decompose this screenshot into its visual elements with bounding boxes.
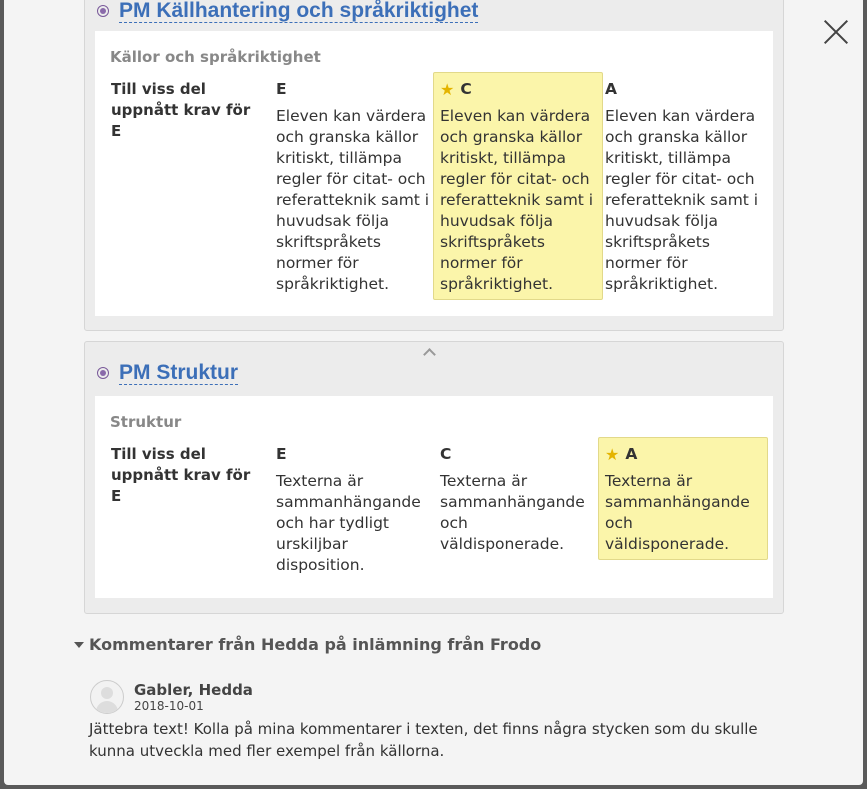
level-text: Eleven kan värdera och granska källor kritiskt, tillämpa regler för citat- och referatteknik samt i huvudsak följa skriftspråkets normer för språkriktighet. [605, 107, 759, 293]
achieved-label: Till viss del uppnått krav för E [111, 445, 251, 505]
comments-toggle[interactable] [74, 635, 541, 654]
level-text: Texterna är sammanhängande och väldisponerade. [605, 472, 750, 553]
level-a-selected[interactable] [598, 437, 768, 560]
criterion-title-link[interactable]: PM Källhantering och språkriktighet [119, 0, 479, 22]
level-e[interactable] [269, 72, 439, 300]
comment-author: Gabler, Hedda [134, 681, 253, 699]
grade-label: A [625, 445, 638, 463]
criterion-body [95, 396, 773, 598]
criterion-header [97, 361, 238, 385]
level-a[interactable] [598, 72, 768, 300]
level-text: Texterna är sammanhängande och har tydligt urskiljbar disposition. [276, 472, 421, 574]
level-text: Eleven kan värdera och granska källor kritiskt, tillämpa regler för citat- och referatteknik samt i huvudsak följa skriftspråkets normer för språkriktighet. [440, 107, 594, 293]
level-text: Texterna är sammanhängande och väldisponerade. [440, 472, 585, 553]
grade-label: E [276, 80, 287, 98]
star-icon: ★ [605, 445, 620, 464]
chevron-up-icon[interactable] [423, 346, 435, 358]
modal-dialog [4, 0, 863, 785]
level-c-selected[interactable] [433, 72, 603, 300]
grade-label: A [605, 80, 617, 98]
target-icon [97, 367, 109, 379]
comment-text: Jättebra text! Kolla på mina kommentarer i texten, det finns några stycken som du skulle kunna utveckla med fler exempel från källorna. [89, 720, 758, 760]
comments-heading: Kommentarer från Hedda på inlämning från Frodo [89, 635, 542, 654]
grade-label: C [460, 80, 472, 98]
level-e[interactable] [269, 437, 439, 581]
close-icon[interactable] [822, 18, 850, 46]
criterion-card-kallhantering [84, 0, 784, 331]
criterion-body [95, 31, 773, 316]
criterion-card-struktur [84, 341, 784, 614]
grade-label: C [440, 445, 452, 463]
comment-date: 2018-10-01 [134, 699, 204, 713]
level-c[interactable] [433, 437, 603, 560]
star-icon: ★ [440, 80, 455, 99]
grade-label: E [276, 445, 287, 463]
avatar-placeholder-icon [90, 680, 124, 714]
criterion-title-link[interactable]: PM Struktur [119, 361, 239, 384]
target-icon [97, 5, 109, 17]
criterion-subtitle: Källor och språkriktighet [110, 48, 321, 66]
caret-down-icon [74, 642, 84, 648]
criterion-subtitle: Struktur [110, 413, 182, 431]
achieved-label: Till viss del uppnått krav för E [111, 80, 251, 140]
criterion-header [97, 0, 478, 23]
level-text: Eleven kan värdera och granska källor kritiskt, tillämpa regler för citat- och referatteknik samt i huvudsak följa skriftspråkets normer för språkriktighet. [276, 107, 430, 293]
